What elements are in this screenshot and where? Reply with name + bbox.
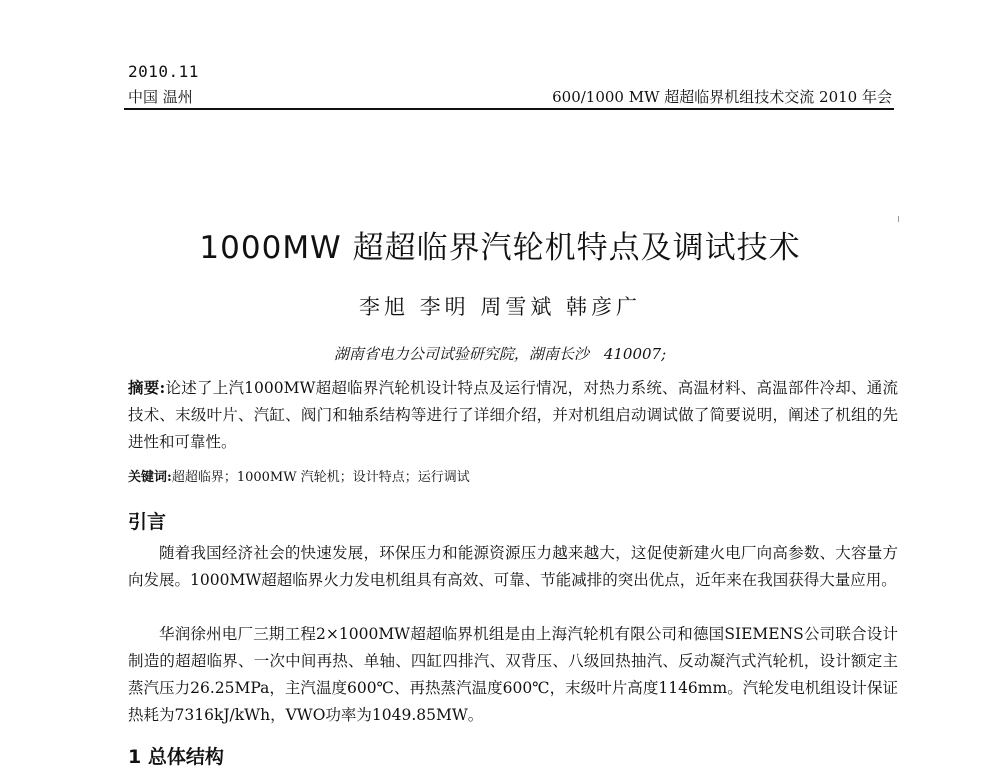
keywords (128, 466, 898, 485)
abstract (128, 374, 898, 456)
intro-paragraph-1: 随着我国经济社会的快速发展，环保压力和能源资源压力越来越大，这促使新建火电厂向高参数、大容量方向发展。1000MW超超临界火力发电机组具有高效、可靠、节能减排的突出优点，近年来在我国获得大量应用。 (128, 544, 898, 589)
header-place: 中国 温州 (128, 88, 193, 106)
paper-affiliation: 湖南省电力公司试验研究院，湖南长沙 410007; (333, 345, 667, 363)
header-date: 2010.11 (128, 62, 199, 81)
keywords-label: 关键词: (128, 470, 172, 485)
header-conference: 600/1000 MW 超超临界机组技术交流 2010 年会 (552, 88, 892, 106)
section-heading-1: 1 总体结构 (128, 746, 224, 768)
abstract-label: 摘要: (128, 378, 166, 397)
intro-paragraph-2: 华润徐州电厂三期工程2×1000MW超超临界机组是由上海汽轮机有限公司和德国SIEMENS公司联合设计制造的超超临界、一次中间再热、单轴、四缸四排汽、双背压、八级回热抽汽、反动凝汽式汽轮机，设计额定主蒸汽压力26.25MPa，主汽温度600℃、再热蒸汽温度600℃，末级叶片高度1146mm。汽轮发电机组设计保证热耗为7316kJ/kWh，VWO功率为1049.85MW。 (128, 625, 898, 724)
paper-authors: 李旭 李明 周雪斌 韩彦广 (358, 295, 642, 319)
abstract-text: 论述了上汽1000MW超超临界汽轮机设计特点及运行情况，对热力系统、高温材料、高温部件冷却、通流技术、末级叶片、汽缸、阀门和轴系结构等进行了详细介绍，并对机组启动调试做了简要说明，阐述了机组的先进性和可靠性。 (128, 379, 898, 451)
section-heading-intro: 引言 (128, 511, 167, 533)
keywords-text: 超超临界；1000MW 汽轮机；设计特点；运行调试 (171, 470, 470, 485)
paper-title: 1000MW 超超临界汽轮机特点及调试技术 (199, 230, 801, 266)
header-rule (124, 108, 894, 110)
